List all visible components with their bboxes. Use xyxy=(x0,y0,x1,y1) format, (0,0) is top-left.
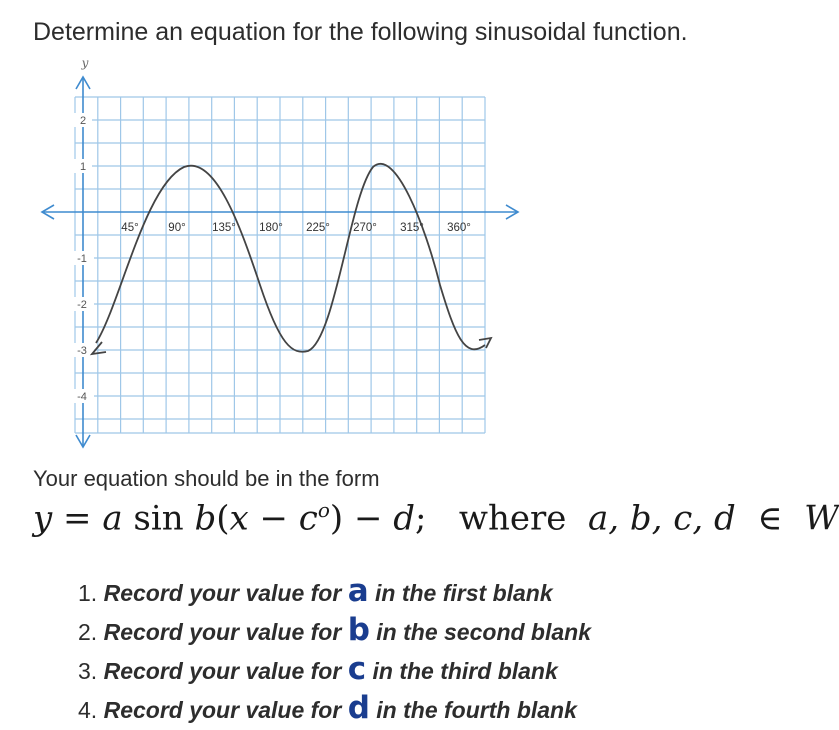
y-tick-neg2: -2 xyxy=(77,299,87,311)
sinusoid-graph xyxy=(30,55,530,455)
eq-close-paren: ) xyxy=(329,498,344,539)
eq-degree: o xyxy=(317,498,330,522)
instruction-item-2: 2. Record your value for b in the second blank xyxy=(78,612,592,648)
eq-b: b xyxy=(194,498,217,539)
form-instruction: Your equation should be in the form xyxy=(33,466,380,491)
curve-left-arrow xyxy=(92,342,106,354)
y-tick-neg4: -4 xyxy=(77,391,87,403)
y-tick-neg3: -3 xyxy=(77,345,87,357)
var-b: b xyxy=(347,612,370,648)
eq-sin: sin xyxy=(122,498,195,539)
eq-open-paren: ( xyxy=(216,498,230,539)
eq-a: a xyxy=(102,498,123,539)
var-c: c xyxy=(347,651,367,687)
y-tick-2: 2 xyxy=(79,115,87,127)
x-tick-360: 360° xyxy=(447,222,471,234)
eq-d: d xyxy=(393,498,416,539)
y-tick-labels xyxy=(70,113,94,403)
eq-c: c xyxy=(298,498,318,539)
eq-element-of: ∈ xyxy=(735,498,805,539)
eq-minus-1: − xyxy=(248,498,299,539)
eq-minus-2: − xyxy=(343,498,394,539)
x-tick-45: 45° xyxy=(121,222,139,234)
eq-set-w: W xyxy=(804,498,839,539)
x-tick-180: 180° xyxy=(259,222,283,234)
eq-x: x xyxy=(229,498,249,539)
eq-equals: = xyxy=(52,498,103,539)
eq-where: where xyxy=(426,498,589,539)
y-tick-neg1: -1 xyxy=(77,253,87,265)
x-tick-315: 315° xyxy=(400,222,424,234)
eq-vars: a, b, c, d xyxy=(588,498,736,539)
grid xyxy=(75,97,485,433)
var-a: a xyxy=(347,573,369,609)
x-tick-135: 135° xyxy=(212,222,236,234)
y-tick-1: 1 xyxy=(79,161,87,173)
instruction-list xyxy=(78,572,591,728)
y-axis-label: y xyxy=(81,56,89,70)
x-tick-labels xyxy=(121,222,471,234)
eq-y: y xyxy=(33,498,53,539)
question-prompt: Determine an equation for the following sinusoidal function. xyxy=(33,18,688,46)
instruction-item-1: 1. Record your value for a in the first blank xyxy=(78,573,553,609)
equation-form xyxy=(33,498,839,538)
x-tick-270: 270° xyxy=(353,222,377,234)
x-tick-90: 90° xyxy=(168,222,186,234)
x-tick-225: 225° xyxy=(306,222,330,234)
var-d: d xyxy=(347,690,370,726)
instruction-item-3: 3. Record your value for c in the third blank xyxy=(78,651,558,687)
eq-semicolon: ; xyxy=(415,498,427,539)
instruction-item-4: 4. Record your value for d in the fourth blank xyxy=(78,690,577,726)
